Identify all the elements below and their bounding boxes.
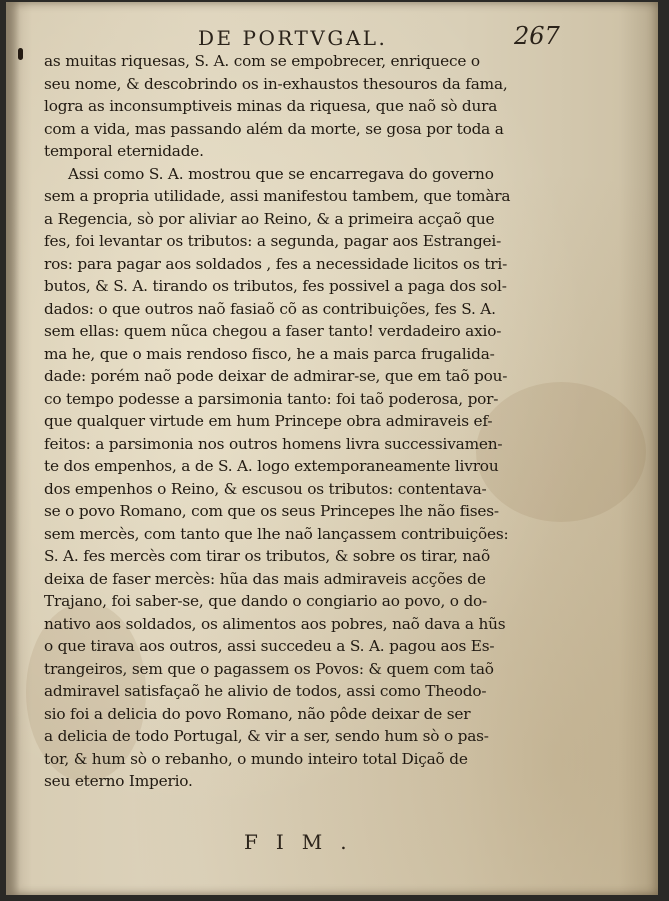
text-line: nativo aos soldados, os alimentos aos pobres, naõ dava a hũs bbox=[44, 614, 506, 633]
text-line: seu eterno Imperio. bbox=[44, 772, 193, 790]
text-line: sem a propria utilidade, assi manifestou tambem, que tomàra bbox=[44, 187, 511, 205]
text-line: fes, foi levantar os tributos: a segunda, pagar aos Estrangei- bbox=[44, 232, 502, 250]
text-line: dade: porém naõ pode deixar de admirar-se, que em taõ pou- bbox=[44, 367, 508, 385]
text-line: te dos empenhos, a de S. A. logo extemporaneamente livrou bbox=[44, 457, 499, 475]
text-line: a Regencia, sò por aliviar ao Reino, & a primeira acçaõ que bbox=[44, 209, 495, 228]
text-line: as muitas riquesas, S. A. com se empobrecer, enriquece o bbox=[44, 52, 480, 70]
fim-colophon: FIM. bbox=[244, 830, 365, 854]
text-line: deixa de faser mercès: hũa das mais admiraveis acções de bbox=[44, 569, 486, 588]
text-line: sem mercès, com tanto que lhe naõ lançassem contribuições: bbox=[44, 524, 509, 543]
text-line: a delicia de todo Portugal, & vir a ser, sendo hum sò o pas- bbox=[44, 727, 489, 745]
text-line: temporal eternidade. bbox=[44, 142, 204, 160]
text-line: seu nome, & descobrindo os in-exhaustos thesouros da fama, bbox=[44, 74, 508, 93]
body-text bbox=[44, 50, 552, 793]
text-line: se o povo Romano, com que os seus Princepes lhe não fises- bbox=[44, 502, 499, 520]
text-line: com a vida, mas passando além da morte, se gosa por toda a bbox=[44, 119, 504, 138]
text-line: ros: para pagar aos soldados , fes a necessidade licitos os tri- bbox=[44, 254, 508, 273]
text-line: que qualquer virtude em hum Princepe obra admiraveis ef- bbox=[44, 412, 493, 430]
text-line: dados: o que outros naõ fasiaõ cõ as contribuições, fes S. A. bbox=[44, 299, 496, 318]
text-line: butos, & S. A. tirando os tributos, fes possivel a paga dos sol- bbox=[44, 277, 507, 295]
text-line: S. A. fes mercès com tirar os tributos, & sobre os tirar, naõ bbox=[44, 547, 490, 565]
text-line: admiravel satisfaçaõ he alivio de todos, assi como Theodo- bbox=[44, 682, 487, 700]
text-line: Trajano, foi saber-se, que dando o congiario ao povo, o do- bbox=[44, 592, 488, 610]
text-line: logra as inconsumptiveis minas da riquesa, que naõ sò dura bbox=[44, 97, 498, 115]
text-line: feitos: a parsimonia nos outros homens livra successivamen- bbox=[44, 434, 503, 453]
text-line: sem ellas: quem nũca chegou a faser tanto! verdadeiro axio- bbox=[44, 322, 502, 340]
text-line: co tempo podesse a parsimonia tanto: foi taõ poderosa, por- bbox=[44, 389, 499, 408]
page-number: 267 bbox=[514, 22, 560, 50]
text-line: tor, & hum sò o rebanho, o mundo inteiro total Diçaõ de bbox=[44, 749, 468, 768]
text-line: sio foi a delicia do povo Romano, não pôde deixar de ser bbox=[44, 704, 471, 723]
text-line: dos empenhos o Reino, & escusou os tributos: contentava- bbox=[44, 479, 487, 498]
text-line: o que tirava aos outros, assi succedeu a S. A. pagou aos Es- bbox=[44, 637, 495, 655]
running-head: DE PORTVGAL. bbox=[198, 26, 388, 50]
binding-gutter bbox=[6, 2, 20, 895]
text-line: trangeiros, sem que o pagassem os Povos: & quem com taõ bbox=[44, 659, 494, 678]
text-line: Assi como S. A. mostrou que se encarregava do governo bbox=[68, 164, 494, 183]
book-page bbox=[6, 2, 658, 895]
text-line: ma he, que o mais rendoso fisco, he a mais parca frugalida- bbox=[44, 344, 495, 363]
